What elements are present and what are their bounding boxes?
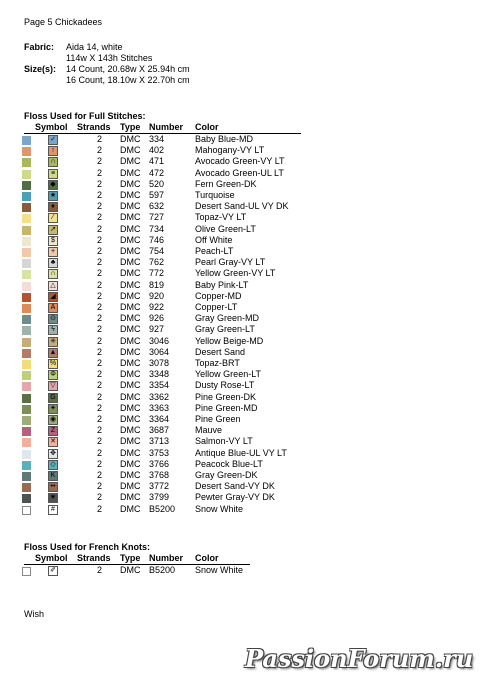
size-14-count: 14 Count, 20.68w X 25.94h cm	[66, 64, 190, 74]
stitch-symbol-icon: ⁄	[48, 213, 58, 223]
stitch-symbol-icon: ◇	[48, 460, 58, 470]
number-cell: 3766	[149, 458, 170, 469]
color-swatch	[22, 136, 31, 145]
color-name-cell: Peach-LT	[195, 246, 234, 256]
color-name-cell: Pine Green-MD	[195, 402, 258, 413]
full-stitches-title: Floss Used for Full Stitches:	[24, 111, 146, 121]
floss-row	[0, 280, 320, 291]
header-color: Color	[195, 122, 219, 132]
type-cell: DMC	[120, 178, 141, 189]
color-swatch	[22, 259, 31, 268]
strands-cell: 2	[97, 134, 103, 144]
type-cell: DMC	[120, 190, 141, 200]
type-cell: DMC	[120, 201, 141, 212]
strands-cell: 2	[97, 335, 103, 346]
stitch-symbol-icon: ▲	[49, 348, 57, 356]
number-cell: 471	[149, 156, 165, 167]
number-cell: 772	[149, 268, 165, 279]
stitch-symbol-icon: ▽	[48, 381, 58, 391]
type-cell: DMC	[120, 414, 141, 424]
color-swatch	[22, 483, 31, 492]
color-name-cell: Avocado Green-UL LT	[195, 167, 284, 178]
number-cell: 922	[149, 302, 165, 312]
type-cell: DMC	[120, 503, 141, 514]
number-cell: 3768	[149, 470, 170, 480]
color-swatch	[22, 338, 31, 347]
stitch-symbol-icon: ✐	[48, 566, 58, 576]
stitch-symbol-icon: A	[48, 303, 58, 313]
floss-row	[0, 324, 320, 335]
strands-cell: 2	[97, 447, 103, 458]
strands-cell: 2	[97, 212, 103, 223]
strands-cell: 2	[97, 324, 103, 335]
type-cell: DMC	[120, 246, 141, 256]
color-swatch	[22, 315, 31, 324]
color-swatch	[22, 203, 31, 212]
color-swatch	[22, 181, 31, 190]
number-cell: 3046	[149, 335, 170, 346]
type-cell: DMC	[120, 145, 141, 156]
color-name-cell: Topaz-VY LT	[195, 212, 247, 223]
type-cell: DMC	[120, 313, 141, 324]
number-cell: 3753	[149, 447, 170, 458]
color-name-cell: Desert Sand-VY DK	[195, 481, 275, 492]
strands-cell: 2	[97, 425, 103, 436]
color-swatch	[22, 214, 31, 223]
number-cell: 334	[149, 134, 165, 144]
type-cell: DMC	[120, 492, 141, 503]
strands-cell: 2	[97, 223, 103, 234]
number-cell: 3713	[149, 436, 170, 447]
stitch-symbol-icon: $	[48, 236, 58, 246]
color-swatch	[22, 147, 31, 156]
type-cell: DMC	[120, 470, 141, 480]
color-name-cell: Snow White	[195, 503, 244, 514]
floss-row	[0, 291, 320, 302]
strands-cell: 2	[97, 481, 103, 492]
strands-cell: 2	[97, 234, 103, 245]
strands-cell: 2	[97, 167, 103, 178]
page-title: Page 5 Chickadees	[24, 17, 103, 27]
watermark-logo: PassionForum.ru	[245, 644, 474, 673]
floss-row	[0, 436, 320, 447]
color-name-cell: Avocado Green-VY LT	[195, 156, 285, 167]
floss-row	[0, 492, 320, 503]
number-cell: 3687	[149, 425, 170, 436]
color-swatch	[22, 237, 31, 246]
number-cell: 734	[149, 223, 165, 234]
stitch-symbol-icon: ≡	[48, 169, 58, 179]
stitch-symbol-icon: ◉	[49, 416, 57, 423]
color-name-cell: Off White	[195, 234, 233, 245]
stitch-symbol-icon: ∩	[48, 269, 58, 279]
stitch-count: 114w X 143h Stitches	[66, 53, 153, 63]
stitch-symbol-icon: +	[48, 247, 58, 257]
header-number: Number	[149, 122, 184, 132]
fk-header-strands: Strands	[77, 553, 111, 563]
color-name-cell: Antique Blue-UL VY LT	[195, 447, 287, 458]
color-swatch	[22, 349, 31, 358]
type-cell: DMC	[120, 324, 141, 335]
floss-row	[0, 313, 320, 324]
color-name-cell: Mahogany-VY LT	[195, 145, 265, 156]
stitch-symbol-icon: ✓	[48, 135, 58, 145]
type-cell: DMC	[120, 391, 141, 402]
color-swatch	[22, 360, 31, 369]
type-cell: DMC	[120, 257, 141, 268]
type-cell: DMC	[120, 346, 141, 357]
strands-cell: 2	[97, 313, 103, 324]
color-name-cell: Mauve	[195, 425, 223, 436]
footer-text: Wish	[24, 609, 44, 619]
stitch-symbol-icon: ✥	[48, 449, 58, 459]
color-name-cell: Gray Green-MD	[195, 313, 260, 324]
color-swatch	[22, 158, 31, 167]
strands-cell: 2	[97, 402, 103, 413]
color-name-cell: Peacock Blue-LT	[195, 458, 263, 469]
color-name-cell: Yellow Beige-MD	[195, 335, 264, 346]
color-swatch	[22, 416, 31, 425]
number-cell: 926	[149, 313, 165, 324]
number-cell: 746	[149, 234, 165, 245]
number-cell: 3078	[149, 358, 170, 368]
stitch-symbol-icon: ♦	[48, 202, 58, 212]
color-swatch	[22, 371, 31, 380]
stitch-symbol-icon: ♥	[48, 493, 58, 503]
color-name-cell: Pearl Gray-VY LT	[195, 257, 266, 268]
color-swatch	[22, 506, 31, 515]
color-swatch	[22, 461, 31, 470]
number-cell: 819	[149, 279, 165, 290]
color-name-cell: Gray Green-DK	[195, 470, 258, 480]
number-cell: 727	[149, 212, 165, 223]
color-swatch	[22, 282, 31, 291]
color-swatch	[22, 438, 31, 447]
number-cell: 3799	[149, 492, 170, 503]
color-swatch	[22, 304, 31, 313]
french-knots-header	[0, 553, 487, 564]
type-cell: DMC	[120, 436, 141, 447]
strands-cell: 2	[97, 391, 103, 402]
stitch-symbol-icon: ϟ	[48, 325, 58, 335]
color-name-cell: Yellow Green-VY LT	[195, 268, 276, 279]
color-name-cell: Gray Green-LT	[195, 324, 255, 335]
floss-row	[0, 268, 320, 279]
strands-cell: 2	[97, 458, 103, 469]
strands-cell: 2	[97, 346, 103, 357]
type-cell: DMC	[120, 358, 141, 368]
floss-row	[0, 201, 320, 212]
number-cell: 597	[149, 190, 165, 200]
number-cell: 3362	[149, 391, 170, 402]
full-stitches-header	[0, 122, 487, 133]
floss-row	[0, 190, 320, 201]
type-cell: DMC	[120, 156, 141, 167]
type-cell: DMC	[120, 335, 141, 346]
floss-row	[0, 470, 320, 481]
strands-cell: 2	[97, 246, 103, 256]
number-cell: 3348	[149, 369, 170, 380]
header-type: Type	[120, 122, 141, 132]
type-cell: DMC	[120, 380, 141, 391]
floss-row	[0, 459, 320, 470]
floss-row	[0, 448, 320, 459]
fabric-label: Fabric:	[24, 42, 55, 52]
type-cell: DMC	[120, 458, 141, 469]
color-name-cell: Olive Green-LT	[195, 223, 256, 234]
strands-cell: 2	[97, 279, 103, 290]
floss-row	[0, 212, 320, 223]
strands-cell: 2	[97, 178, 103, 189]
number-cell: 520	[149, 178, 165, 189]
type-cell: DMC	[120, 565, 141, 575]
fk-header-symbol: Symbol	[35, 553, 68, 563]
floss-row	[0, 392, 320, 403]
fk-header-color: Color	[195, 553, 219, 563]
full-stitches-list	[0, 134, 487, 514]
stitch-symbol-icon: Z	[48, 426, 58, 436]
floss-row	[0, 369, 320, 380]
number-cell: 3363	[149, 402, 170, 413]
floss-row	[0, 380, 320, 391]
color-swatch	[22, 494, 31, 503]
number-cell: 472	[149, 167, 165, 178]
stitch-symbol-icon: G	[48, 393, 58, 403]
stitch-symbol-icon: ♣	[48, 258, 58, 268]
type-cell: DMC	[120, 369, 141, 380]
type-cell: DMC	[120, 402, 141, 413]
header-symbol: Symbol	[35, 122, 68, 132]
stitch-symbol-icon: K	[48, 471, 58, 481]
stitch-symbol-icon: ◢	[48, 292, 58, 302]
color-name-cell: Baby Blue-MD	[195, 134, 254, 144]
stitch-symbol-icon: ↗	[48, 225, 58, 235]
stitch-symbol-icon: #	[48, 505, 58, 515]
floss-row	[0, 336, 320, 347]
color-name-cell: Salmon-VY LT	[195, 436, 253, 447]
strands-cell: 2	[97, 369, 103, 380]
strands-cell: 2	[97, 492, 103, 503]
strands-cell: 2	[97, 290, 103, 301]
type-cell: DMC	[120, 290, 141, 301]
color-name-cell: Yellow Green-LT	[195, 369, 262, 380]
floss-row	[0, 168, 320, 179]
color-swatch	[22, 472, 31, 481]
floss-row	[0, 347, 320, 358]
color-swatch	[22, 226, 31, 235]
strands-cell: 2	[97, 268, 103, 279]
color-name-cell: Fern Green-DK	[195, 178, 257, 189]
strands-cell: 2	[97, 257, 103, 268]
stitch-symbol-icon: ••	[48, 482, 58, 492]
color-name-cell: Pine Green-DK	[195, 391, 257, 402]
type-cell: DMC	[120, 234, 141, 245]
type-cell: DMC	[120, 223, 141, 234]
type-cell: DMC	[120, 279, 141, 290]
number-cell: 632	[149, 201, 165, 212]
stitch-symbol-icon: ⊙	[48, 314, 58, 324]
fk-header-type: Type	[120, 553, 141, 563]
strands-cell: 2	[97, 414, 103, 424]
strands-cell: 2	[97, 503, 103, 514]
number-cell: 3064	[149, 346, 170, 357]
color-swatch	[22, 394, 31, 403]
stitch-symbol-icon: ✳	[48, 337, 58, 347]
color-name-cell: Dusty Rose-LT	[195, 380, 255, 391]
number-cell: 3364	[149, 414, 170, 424]
strands-cell: 2	[97, 470, 103, 480]
header-strands: Strands	[77, 122, 111, 132]
number-cell: 3772	[149, 481, 170, 492]
color-name-cell: Turquoise	[195, 190, 235, 200]
floss-row	[0, 414, 320, 425]
stitch-symbol-icon: ∩	[48, 157, 58, 167]
color-swatch	[22, 270, 31, 279]
color-name-cell: Pewter Gray-VY DK	[195, 492, 275, 503]
number-cell: 3354	[149, 380, 170, 391]
floss-row	[0, 134, 320, 145]
sizes-label: Size(s):	[24, 64, 57, 74]
strands-cell: 2	[97, 358, 103, 368]
color-swatch	[22, 450, 31, 459]
number-cell: 402	[149, 145, 165, 156]
strands-cell: 2	[97, 190, 103, 200]
floss-row	[0, 235, 320, 246]
color-swatch	[22, 192, 31, 201]
number-cell: 927	[149, 324, 165, 335]
strands-cell: 2	[97, 145, 103, 156]
strands-cell: 2	[97, 201, 103, 212]
stitch-symbol-icon: △	[48, 281, 58, 291]
floss-row	[0, 224, 320, 235]
color-name-cell: Pine Green	[195, 414, 241, 424]
stitch-symbol-icon: ◆	[48, 180, 58, 190]
floss-row	[0, 504, 320, 515]
floss-row	[0, 358, 320, 369]
color-swatch	[22, 427, 31, 436]
floss-row	[0, 425, 320, 436]
color-swatch	[22, 405, 31, 414]
type-cell: DMC	[120, 447, 141, 458]
size-16-count: 16 Count, 18.10w X 22.70h cm	[66, 75, 190, 85]
fk-header-number: Number	[149, 553, 184, 563]
strands-cell: 2	[97, 565, 103, 575]
color-name-cell: Baby Pink-LT	[195, 279, 249, 290]
floss-row	[0, 246, 320, 257]
floss-row	[0, 403, 320, 414]
color-name-cell: Topaz-BRT	[195, 358, 240, 368]
floss-row	[0, 156, 320, 167]
floss-row	[0, 481, 320, 492]
stitch-symbol-icon: Φ	[48, 370, 58, 380]
color-name-cell: Desert Sand	[195, 346, 246, 357]
type-cell: DMC	[120, 268, 141, 279]
type-cell: DMC	[120, 167, 141, 178]
color-swatch	[22, 248, 31, 257]
number-cell: B5200	[149, 565, 176, 575]
strands-cell: 2	[97, 302, 103, 312]
stitch-symbol-icon: ↑	[48, 146, 58, 156]
floss-row	[0, 145, 320, 156]
stitch-symbol-icon: ★	[49, 192, 57, 199]
color-name-cell: Desert Sand-UL VY DK	[195, 201, 289, 212]
number-cell: 754	[149, 246, 165, 256]
fabric-value: Aida 14, white	[66, 42, 123, 52]
color-swatch	[22, 293, 31, 302]
color-name-cell: Snow White	[195, 565, 244, 575]
color-name-cell: Copper-LT	[195, 302, 238, 312]
color-swatch	[22, 326, 31, 335]
stitch-symbol-icon: ✕	[48, 437, 58, 447]
color-swatch	[22, 567, 31, 576]
type-cell: DMC	[120, 481, 141, 492]
number-cell: 762	[149, 257, 165, 268]
number-cell: 920	[149, 290, 165, 301]
french-knots-list	[0, 565, 487, 577]
stitch-symbol-icon: ✦	[48, 404, 58, 414]
floss-row	[0, 257, 320, 268]
strands-cell: 2	[97, 156, 103, 167]
french-knots-title: Floss Used for French Knots:	[24, 542, 151, 552]
type-cell: DMC	[120, 425, 141, 436]
number-cell: B5200	[149, 503, 176, 514]
floss-row	[0, 302, 320, 313]
strands-cell: 2	[97, 380, 103, 391]
color-swatch	[22, 382, 31, 391]
color-swatch	[22, 170, 31, 179]
color-name-cell: Copper-MD	[195, 290, 242, 301]
stitch-symbol-icon: %	[49, 360, 57, 367]
french-knot-row	[0, 565, 320, 576]
type-cell: DMC	[120, 302, 141, 312]
type-cell: DMC	[120, 212, 141, 223]
strands-cell: 2	[97, 436, 103, 447]
type-cell: DMC	[120, 134, 141, 144]
floss-row	[0, 179, 320, 190]
